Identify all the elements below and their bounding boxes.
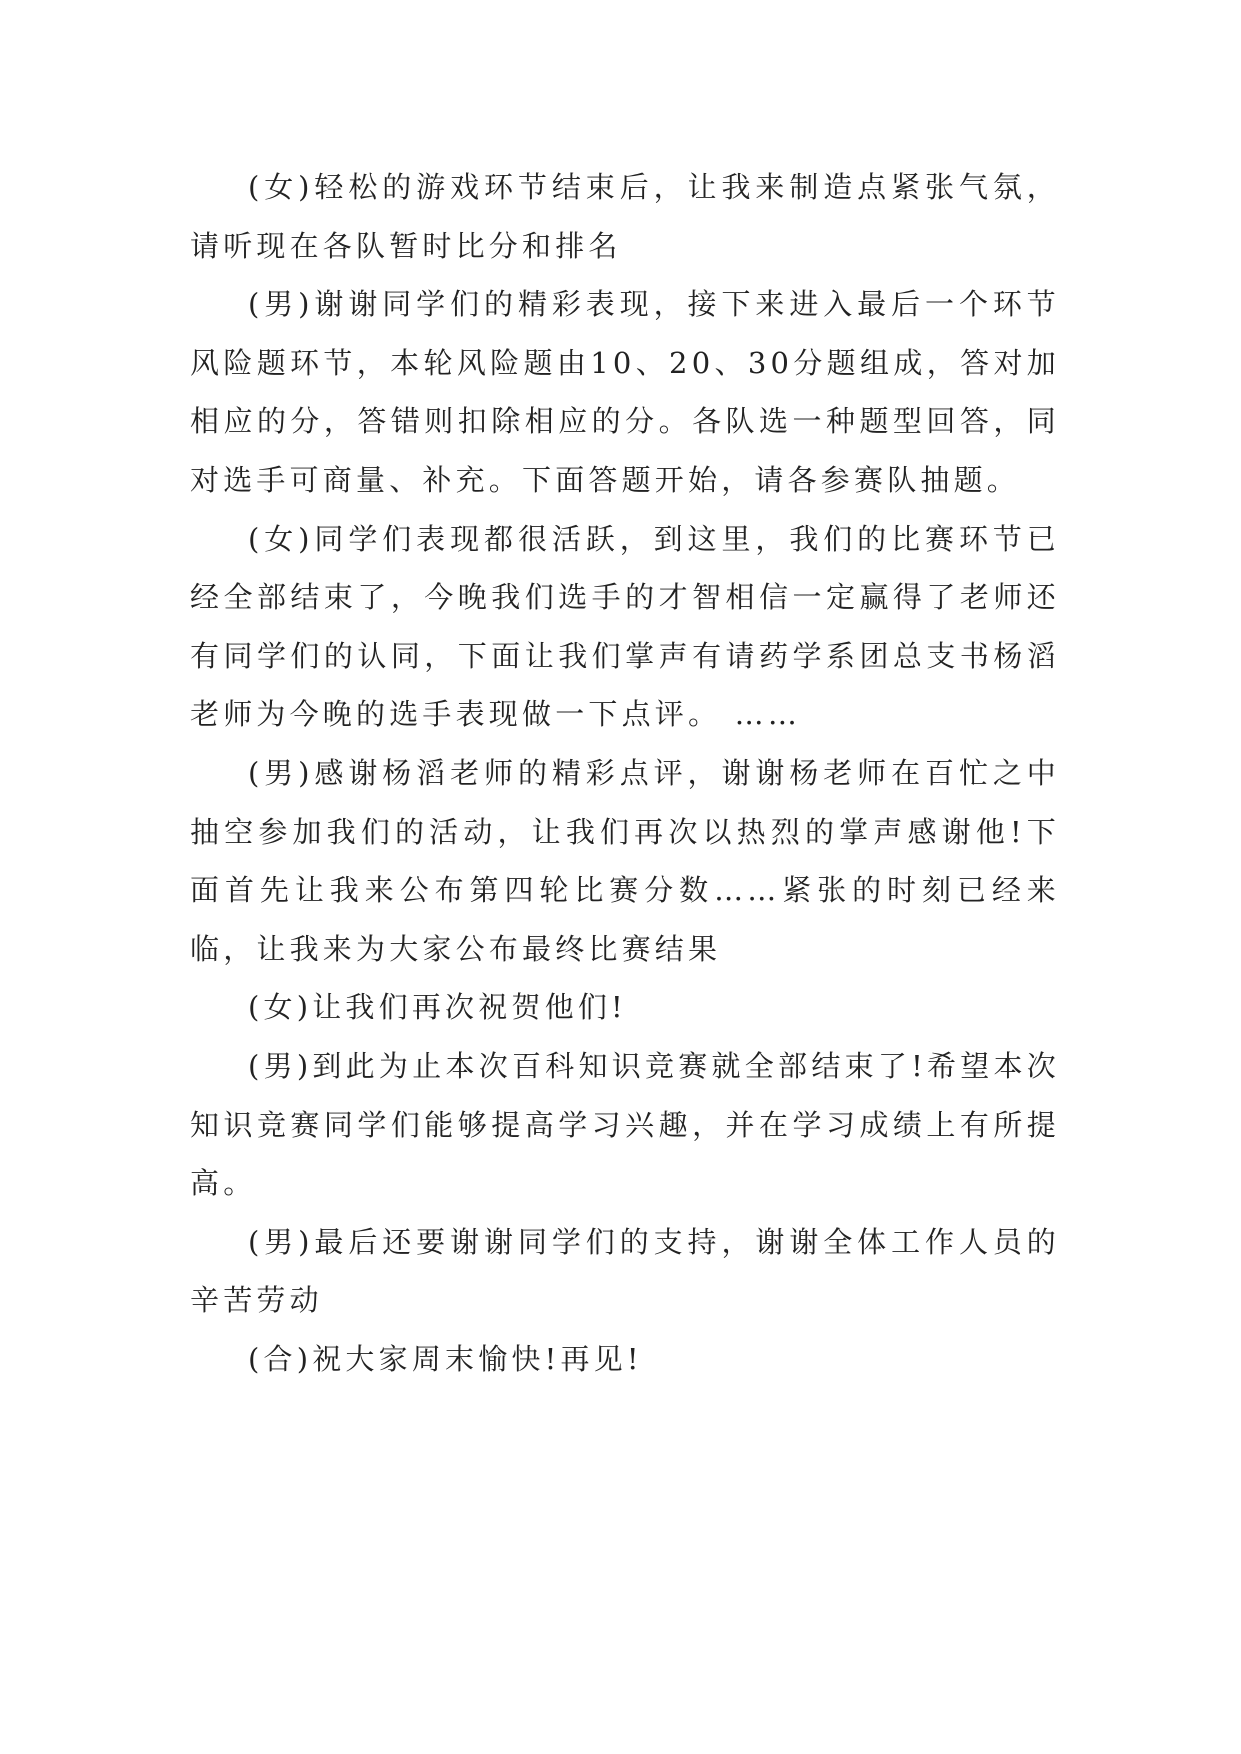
paragraph-together-farewell: (合)祝大家周末愉快!再见! [248,1341,643,1376]
paragraph-male-thanks-staff: (男)最后还要谢谢同学们的支持，谢谢全体工作人员的辛苦劳动 [190,1224,1060,1318]
paragraph-female-competition-end: (女)同学们表现都很活跃，到这里，我们的比赛环节已经全部结束了，今晚我们选手的才智相信一定赢得了老师还有同学们的认同，下面让我们掌声有请药学系团总支书杨滔老师为今晚的选手表现做一下点评。 …… [190,521,1060,732]
document-body [190,158,1060,1388]
paragraph-female-game-end: (女)轻松的游戏环节结束后，让我来制造点紧张气氛，请听现在各队暂时比分和排名 [190,170,1060,263]
paragraph-male-quiz-closing: (男)到此为止本次百科知识竞赛就全部结束了!希望本次知识竞赛同学们能够提高学习兴趣，并在学习成绩上有所提高。 [190,1048,1060,1201]
paragraph-male-risk-round: (男)谢谢同学们的精彩表现，接下来进入最后一个环节风险题环节，本轮风险题由10、20、30分题组成，答对加相应的分，答错则扣除相应的分。各队选一种题型回答，同对选手可商量、补充。下面答题开始，请各参赛队抽题。 [190,287,1060,497]
paragraph-male-thanks-teacher: (男)感谢杨滔老师的精彩点评，谢谢杨老师在百忙之中抽空参加我们的活动，让我们再次以热烈的掌声感谢他!下面首先让我来公布第四轮比赛分数……紧张的时刻已经来临，让我来为大家公布最终比赛结果 [190,755,1060,966]
paragraph-female-congratulate: (女)让我们再次祝贺他们! [248,990,627,1025]
